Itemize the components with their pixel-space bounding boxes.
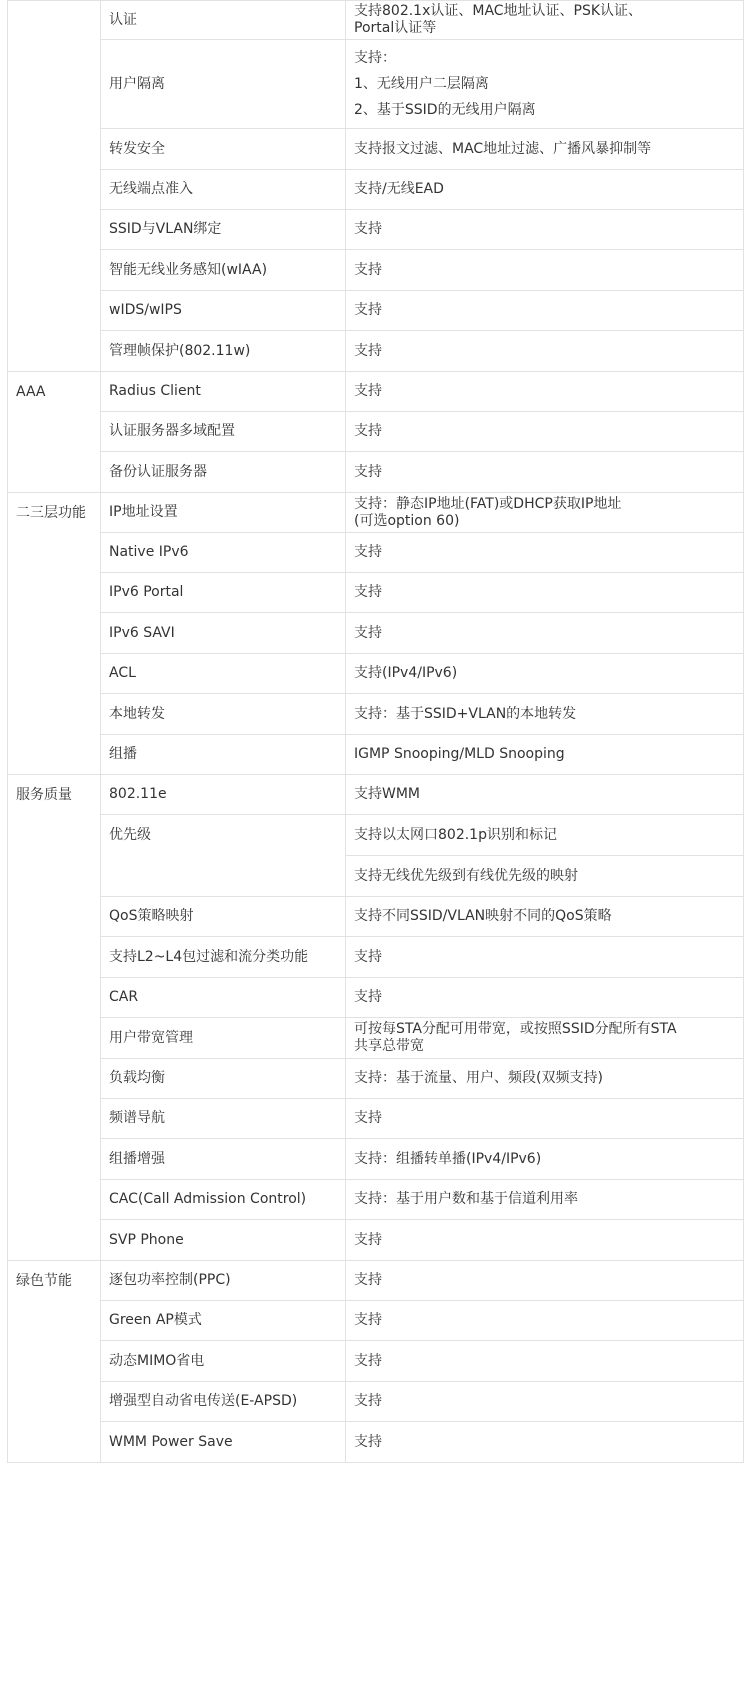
category-cell: AAA (8, 372, 101, 493)
table-row (8, 735, 744, 775)
table-row (8, 412, 744, 452)
value-line: 支持 (354, 624, 382, 641)
value-cell (346, 533, 744, 573)
table-row (8, 372, 744, 412)
spec-table (7, 0, 744, 1463)
value-line: 支持不同SSID/VLAN映射不同的QoS策略 (354, 908, 612, 924)
feature-cell: 优先级 (101, 815, 346, 897)
value-cell (346, 897, 744, 937)
value-line: 支持 (354, 989, 382, 1005)
feature-cell: 组播增强 (101, 1139, 346, 1180)
feature-cell: CAC(Call Admission Control) (101, 1180, 346, 1220)
value-line: 支持(IPv4/IPv6) (354, 665, 458, 681)
table-row (8, 1059, 744, 1099)
category-cell: 二三层功能 (8, 493, 101, 775)
feature-cell: 用户带宽管理 (101, 1018, 346, 1059)
value-line: 支持 (354, 1352, 382, 1369)
feature-cell: Green AP模式 (101, 1301, 346, 1341)
value-cell (346, 170, 744, 210)
value-cell (346, 1220, 744, 1261)
table-row (8, 1261, 744, 1301)
table-row (8, 493, 744, 533)
value-cell (346, 1261, 744, 1301)
value-line: 支持 (354, 261, 382, 278)
value-line: 支持802.1x认证、MAC地址认证、PSK认证、 (354, 3, 643, 19)
feature-cell: 逐包功率控制(PPC) (101, 1261, 346, 1301)
value-cell (346, 493, 744, 533)
feature-cell: QoS策略映射 (101, 897, 346, 937)
value-cell (346, 735, 744, 775)
value-cell (346, 694, 744, 735)
feature-cell: 动态MIMO省电 (101, 1341, 346, 1382)
value-cell (346, 1099, 744, 1139)
table-row (8, 40, 744, 129)
value-cell (346, 654, 744, 694)
value-cell (346, 815, 744, 856)
feature-cell: IPv6 SAVI (101, 613, 346, 654)
feature-cell: 本地转发 (101, 694, 346, 735)
value-line: 支持 (354, 544, 382, 560)
value-line: 支持以太网口802.1p识别和标记 (354, 826, 557, 843)
table-row (8, 1, 744, 40)
value-line: 支持无线优先级到有线优先级的映射 (354, 867, 578, 884)
value-line: 支持：基于SSID+VLAN的本地转发 (354, 705, 577, 722)
table-row (8, 1139, 744, 1180)
value-line: 支持 (354, 302, 382, 318)
table-row (8, 613, 744, 654)
feature-cell: 增强型自动省电传送(E-APSD) (101, 1382, 346, 1422)
value-line: 支持 (354, 1231, 382, 1248)
value-line: 支持 (354, 463, 382, 480)
feature-cell: 负载均衡 (101, 1059, 346, 1099)
table-row (8, 1382, 744, 1422)
table-row (8, 170, 744, 210)
table-row (8, 815, 744, 856)
value-cell (346, 1301, 744, 1341)
value-line: 支持 (354, 1272, 382, 1288)
value-line: 支持：组播转单播(IPv4/IPv6) (354, 1150, 542, 1167)
value-cell (346, 1139, 744, 1180)
feature-cell: SVP Phone (101, 1220, 346, 1261)
value-cell (346, 856, 744, 897)
value-line: 支持 (354, 1312, 382, 1328)
value-line: (可选option 60) (354, 512, 460, 529)
value-line: 支持 (354, 1110, 382, 1126)
feature-cell: SSID与VLAN绑定 (101, 210, 346, 250)
value-line: 2、基于SSID的无线用户隔离 (354, 102, 536, 118)
value-line: 支持 (354, 1393, 382, 1409)
value-line: 支持 (354, 342, 382, 359)
value-cell (346, 1018, 744, 1059)
feature-cell: CAR (101, 978, 346, 1018)
table-row (8, 533, 744, 573)
feature-cell: 无线端点准入 (101, 170, 346, 210)
feature-cell: 802.11e (101, 775, 346, 815)
table-row (8, 897, 744, 937)
value-cell (346, 250, 744, 291)
value-cell (346, 1341, 744, 1382)
value-cell (346, 1059, 744, 1099)
value-cell (346, 1, 744, 40)
table-row (8, 452, 744, 493)
table-row (8, 331, 744, 372)
feature-cell: 用户隔离 (101, 40, 346, 129)
value-cell (346, 1382, 744, 1422)
table-row (8, 1422, 744, 1463)
value-cell (346, 331, 744, 372)
table-row (8, 1341, 744, 1382)
value-cell (346, 372, 744, 412)
value-cell (346, 412, 744, 452)
value-cell (346, 40, 744, 129)
value-line: 共享总带宽 (354, 1038, 424, 1054)
feature-cell: 管理帧保护(802.11w) (101, 331, 346, 372)
value-line: Portal认证等 (354, 20, 437, 36)
table-row (8, 210, 744, 250)
value-line: 支持：基于用户数和基于信道利用率 (354, 1191, 578, 1207)
table-row (8, 129, 744, 170)
feature-cell: IP地址设置 (101, 493, 346, 533)
feature-cell: 智能无线业务感知(wIAA) (101, 250, 346, 291)
feature-cell: Radius Client (101, 372, 346, 412)
value-line: 支持报文过滤、MAC地址过滤、广播风暴抑制等 (354, 140, 652, 157)
table-row (8, 1099, 744, 1139)
value-line: 支持：静态IP地址(FAT)或DHCP获取IP地址 (354, 495, 622, 512)
value-line: 支持 (354, 423, 382, 439)
table-row (8, 1301, 744, 1341)
value-line: 支持： (354, 50, 396, 66)
table-row (8, 1180, 744, 1220)
table-row (8, 250, 744, 291)
value-cell (346, 210, 744, 250)
feature-cell: 组播 (101, 735, 346, 775)
value-line: 1、无线用户二层隔离 (354, 76, 489, 92)
value-line: 支持 (354, 1433, 382, 1450)
value-line: 支持 (354, 948, 382, 965)
feature-cell: WMM Power Save (101, 1422, 346, 1463)
value-line: 可按每STA分配可用带宽，或按照SSID分配所有STA (354, 1021, 677, 1037)
feature-cell: Native IPv6 (101, 533, 346, 573)
feature-cell: 备份认证服务器 (101, 452, 346, 493)
value-line: IGMP Snooping/MLD Snooping (354, 746, 565, 762)
value-line: 支持 (354, 221, 382, 237)
value-cell (346, 129, 744, 170)
category-cell: 绿色节能 (8, 1261, 101, 1463)
table-row (8, 1220, 744, 1261)
table-row (8, 1018, 744, 1059)
table-row (8, 775, 744, 815)
table-row (8, 978, 744, 1018)
feature-cell: ACL (101, 654, 346, 694)
feature-cell: 转发安全 (101, 129, 346, 170)
table-row (8, 291, 744, 331)
value-line: 支持WMM (354, 786, 421, 802)
feature-cell: 支持L2~L4包过滤和流分类功能 (101, 937, 346, 978)
value-cell (346, 613, 744, 654)
category-cell: 服务质量 (8, 775, 101, 1261)
table-row (8, 937, 744, 978)
value-cell (346, 291, 744, 331)
value-cell (346, 1422, 744, 1463)
value-line: 支持：基于流量、用户、频段(双频支持) (354, 1070, 603, 1086)
table-row (8, 654, 744, 694)
value-cell (346, 978, 744, 1018)
table-row (8, 694, 744, 735)
feature-cell: IPv6 Portal (101, 573, 346, 613)
feature-cell: 认证服务器多域配置 (101, 412, 346, 452)
table-row (8, 573, 744, 613)
feature-cell: wIDS/wIPS (101, 291, 346, 331)
value-cell (346, 452, 744, 493)
category-cell (8, 1, 101, 372)
feature-cell: 认证 (101, 1, 346, 40)
value-line: 支持 (354, 584, 382, 600)
value-cell (346, 573, 744, 613)
value-line: 支持/无线EAD (354, 181, 444, 197)
value-line: 支持 (354, 383, 382, 399)
feature-cell: 频谱导航 (101, 1099, 346, 1139)
spec-table-body (8, 1, 744, 1463)
value-cell (346, 775, 744, 815)
value-cell (346, 937, 744, 978)
value-cell (346, 1180, 744, 1220)
